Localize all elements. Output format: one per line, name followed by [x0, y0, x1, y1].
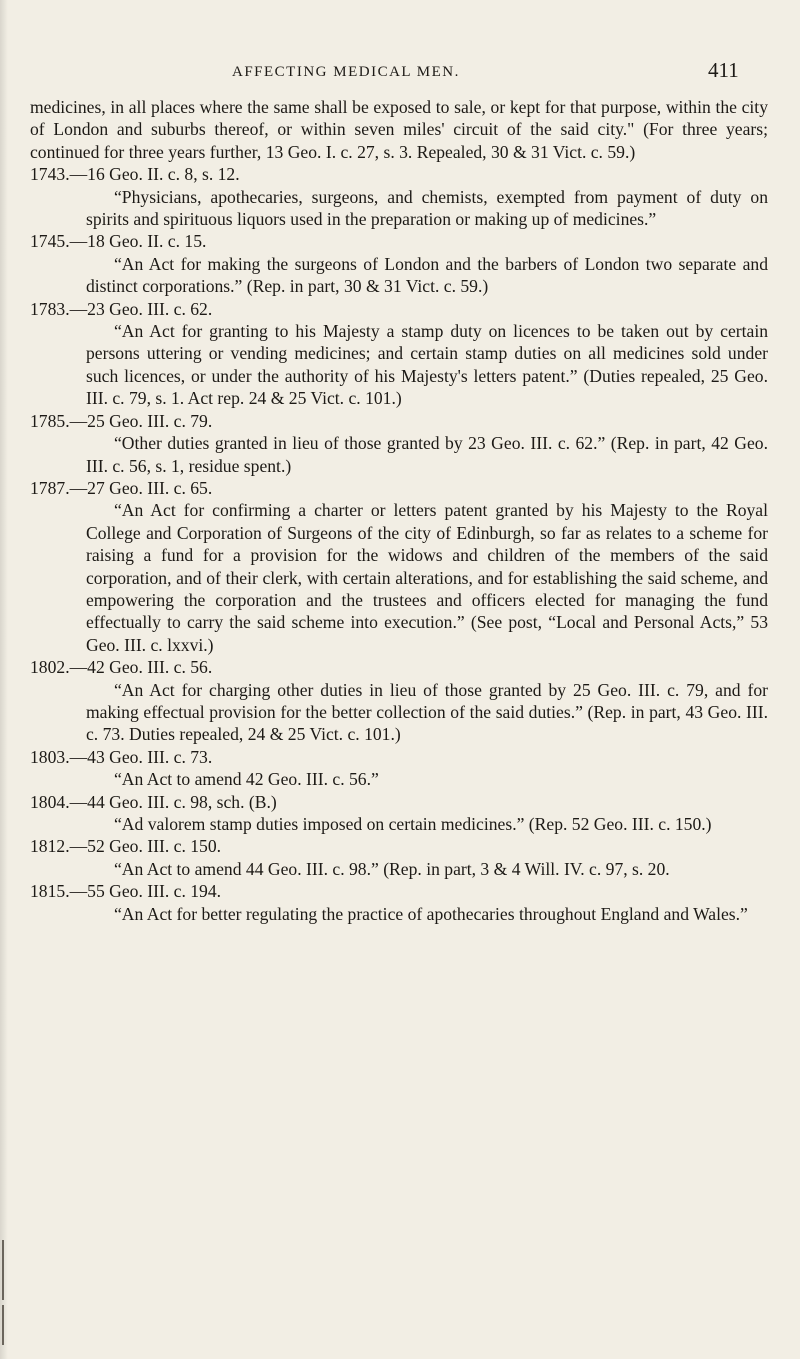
statute-entry	[30, 298, 768, 410]
statute-heading: 1785.—25 Geo. III. c. 79.	[30, 410, 213, 431]
page-edge-shadow	[0, 0, 8, 1359]
statute-description: “Other duties granted in lieu of those granted by 23 Geo. III. c. 62.” (Rep. in part, 42 Geo. III. c. 56, s. 1, residue spent.)	[86, 433, 768, 476]
statute-heading: 1812.—52 Geo. III. c. 150.	[30, 836, 222, 857]
page-body	[30, 96, 768, 925]
statute-heading: 1745.—18 Geo. II. c. 15.	[30, 231, 207, 252]
statute-entry	[30, 835, 768, 880]
statute-description: “Physicians, apothecaries, surgeons, and chemists, exempted from payment of duty on spirits and spirituous liquors used in the preparation or making up of medicines.”	[86, 186, 768, 230]
statute-entry	[30, 746, 768, 791]
statute-description: “An Act for confirming a charter or letters patent granted by his Majesty to the Royal College and Corporation of Surgeons of the city of Edinburgh, so far as relates to a scheme for raising a fund for a provision for the widows and children of the members of the said corporation, and of their clerk, with certain alterations, and for establishing the said scheme, and empowering the corporation and the trustees and officers elected for managing the fund effectually to carry the said scheme into execution.” (See post, “Local and Personal Acts,” 53 Geo. III. c. lxxvi.)	[86, 500, 768, 655]
statute-entry	[30, 477, 768, 656]
statute-description: “An Act to amend 44 Geo. III. c. 98.” (Rep. in part, 3 & 4 Will. IV. c. 97, s. 20.	[114, 858, 670, 879]
statute-heading: 1787.—27 Geo. III. c. 65.	[30, 477, 213, 498]
page-edge-mark	[2, 1305, 4, 1345]
statute-heading: 1743.—16 Geo. II. c. 8, s. 12.	[30, 164, 240, 185]
running-head: AFFECTING MEDICAL MEN.	[232, 64, 460, 80]
statute-heading: 1803.—43 Geo. III. c. 73.	[30, 746, 213, 767]
statute-description: “An Act to amend 42 Geo. III. c. 56.”	[114, 769, 379, 790]
page-number: 411	[708, 58, 739, 82]
statute-entry	[30, 230, 768, 297]
continuation-paragraph: medicines, in all places where the same shall be exposed to sale, or kept for that purpose, within the city of London and suburbs thereof, or within seven miles' circuit of the said city." (For three years; continued for three years further, 13 Geo. I. c. 27, s. 3. Repealed, 30 & 31 Vict. c. 59.)	[30, 97, 768, 162]
statute-entry	[30, 880, 768, 925]
statute-description: “An Act for making the surgeons of London and the barbers of London two separate and distinct corporations.” (Rep. in part, 30 & 31 Vict. c. 59.)	[86, 253, 768, 297]
statute-description: “An Act for charging other duties in lieu of those granted by 25 Geo. III. c. 79, and for making effectual provision for the better collection of the said duties.” (Rep. in part, 43 Geo. III. c. 73. Duties repealed, 24 & 25 Vict. c. 101.)	[86, 679, 768, 745]
statute-heading: 1815.—55 Geo. III. c. 194.	[30, 881, 222, 902]
statute-heading: 1802.—42 Geo. III. c. 56.	[30, 657, 213, 678]
statute-description: “An Act for better regulating the practice of apothecaries throughout England and Wales.”	[114, 903, 748, 924]
statute-entry	[30, 656, 768, 746]
statute-entry	[30, 791, 768, 836]
statute-heading: 1783.—23 Geo. III. c. 62.	[30, 298, 213, 319]
statute-description: “Ad valorem stamp duties imposed on certain medicines.” (Rep. 52 Geo. III. c. 150.)	[114, 814, 712, 834]
statute-entry	[30, 163, 768, 230]
statute-entry	[30, 410, 768, 477]
statute-heading: 1804.—44 Geo. III. c. 98, sch. (B.)	[30, 791, 277, 812]
statute-description: “An Act for granting to his Majesty a stamp duty on licences to be taken out by certain persons uttering or vending medicines; and certain stamp duties on all medicines sold under such licences, or under the authority of his Majesty's letters patent.” (Duties repealed, 25 Geo. III. c. 79, s. 1. Act rep. 24 & 25 Vict. c. 101.)	[86, 321, 768, 409]
page-edge-mark	[2, 1240, 4, 1300]
